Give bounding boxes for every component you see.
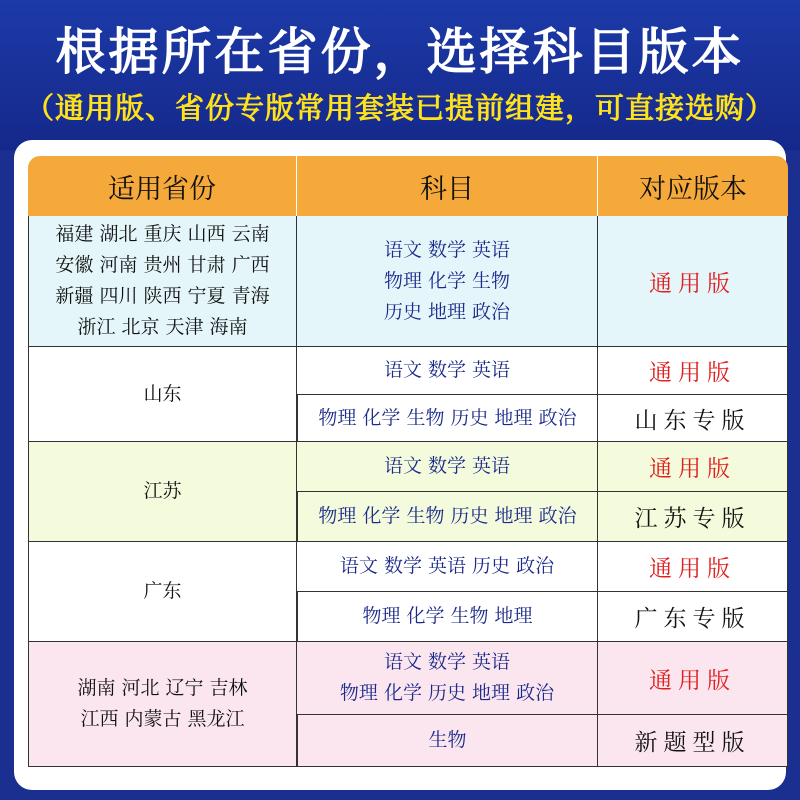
subject-line: 语文 数学 英语 历史 政治 xyxy=(339,555,555,577)
version-cell: 广东专版 xyxy=(598,592,788,642)
version-cell: 通用版 xyxy=(598,542,788,592)
province-line: 江西 内蒙古 黑龙江 xyxy=(80,708,245,730)
version-cell: 通用版 xyxy=(598,347,788,395)
subject-cell xyxy=(297,347,598,395)
province-line: 安徽 河南 贵州 甘肃 广西 xyxy=(55,254,270,276)
version-cell: 通用版 xyxy=(598,642,788,715)
version-cell: 江苏专版 xyxy=(598,492,788,542)
subject-cell xyxy=(297,542,598,592)
table-header-row xyxy=(28,156,788,216)
table-row xyxy=(28,216,788,347)
province-line: 新疆 四川 陕西 宁夏 青海 xyxy=(55,285,270,307)
version-cell: 新题型版 xyxy=(598,715,788,767)
subject-line: 语文 数学 英语 xyxy=(383,238,511,261)
page-subtitle: （通用版、省份专版常用套装已提前组建，可直接选购） xyxy=(24,91,775,125)
column-header-subject: 科目 xyxy=(297,156,598,216)
province-line: 广东 xyxy=(143,580,182,602)
column-header-version: 对应版本 xyxy=(598,156,788,216)
province-cell xyxy=(28,347,297,442)
version-table-panel xyxy=(14,140,786,790)
version-cell: 通用版 xyxy=(598,442,788,492)
subject-cell xyxy=(297,216,598,347)
subject-cell xyxy=(297,642,598,715)
subject-cell xyxy=(297,395,598,442)
subject-line: 历史 地理 政治 xyxy=(383,300,511,323)
subject-line: 生物 xyxy=(428,729,467,751)
subject-line: 语文 数学 英语 xyxy=(383,455,511,477)
table-row xyxy=(28,642,788,715)
province-line: 江苏 xyxy=(143,480,182,502)
version-cell: 山东专版 xyxy=(598,395,788,442)
subject-cell xyxy=(297,442,598,492)
table-row xyxy=(28,542,788,592)
version-table xyxy=(28,156,788,767)
subject-cell xyxy=(297,715,598,767)
table-row xyxy=(28,442,788,492)
subject-cell xyxy=(297,592,598,642)
version-cell: 通用版 xyxy=(598,216,788,347)
column-header-province: 适用省份 xyxy=(28,156,297,216)
subject-line: 物理 化学 生物 历史 地理 政治 xyxy=(318,406,577,429)
table-row xyxy=(28,347,788,395)
province-line: 山东 xyxy=(143,382,182,405)
province-cell xyxy=(28,642,297,767)
subject-line: 语文 数学 英语 xyxy=(383,359,511,381)
header-banner xyxy=(0,0,800,150)
subject-line: 物理 化学 历史 地理 政治 xyxy=(339,682,555,704)
province-cell xyxy=(28,542,297,642)
subject-line: 物理 化学 生物 历史 地理 政治 xyxy=(318,505,577,527)
province-line: 湖南 河北 辽宁 吉林 xyxy=(77,677,248,699)
subject-line: 语文 数学 英语 xyxy=(383,651,511,673)
province-line: 福建 湖北 重庆 山西 云南 xyxy=(55,223,270,245)
province-line: 浙江 北京 天津 海南 xyxy=(77,316,248,338)
subject-cell xyxy=(297,492,598,542)
subject-line: 物理 化学 生物 xyxy=(383,269,511,292)
province-cell xyxy=(28,216,297,347)
subject-line: 物理 化学 生物 地理 xyxy=(362,605,533,627)
page-title: 根据所在省份，选择科目版本 xyxy=(55,23,745,81)
province-cell xyxy=(28,442,297,542)
